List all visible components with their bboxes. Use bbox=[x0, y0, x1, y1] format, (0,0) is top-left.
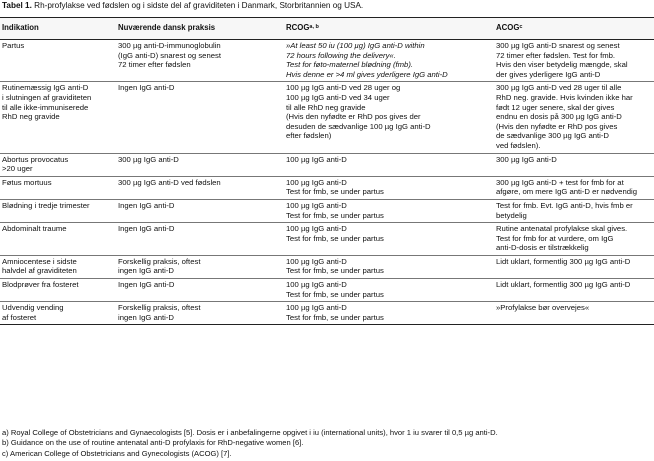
cell-rcog: 100 µg IgG anti-D Test for fmb, se under partus bbox=[284, 279, 494, 302]
cell-rcog: 100 µg IgG anti-D Test for fmb, se under partus bbox=[284, 199, 494, 222]
cell-rcog: 100 µg IgG anti-D Test for fmb, se under partus bbox=[284, 255, 494, 278]
table-caption-text: Rh-profylakse ved fødslen og i sidste del af graviditeten i Danmark, Storbritannien og USA. bbox=[31, 1, 364, 10]
cell-dansk: 300 µg IgG anti-D bbox=[116, 153, 284, 176]
cell-indikation: Udvendig vending af fosteret bbox=[0, 302, 116, 325]
header-dansk-praksis: Nuværende dansk praksis bbox=[116, 18, 284, 40]
table-header-row bbox=[0, 18, 654, 40]
table-caption-label: Tabel 1. bbox=[2, 1, 32, 10]
cell-acog: Rutine antenatal profylakse skal gives. Test for fmb for at vurdere, om IgG anti-D-dosis er tilstrækkelig bbox=[494, 223, 654, 256]
table-row bbox=[0, 153, 654, 176]
cell-indikation: Blodprøver fra fosteret bbox=[0, 279, 116, 302]
cell-acog: 300 µg IgG anti-D snarest og senest 72 timer efter fødslen. Test for fmb. Hvis den viser betydelig mængde, skal der gives yderligere IgG anti-D bbox=[494, 40, 654, 82]
cell-dansk: 300 µg anti-D-immunoglobulin (IgG anti-D) snarest og senest 72 timer efter fødslen bbox=[116, 40, 284, 82]
cell-dansk: Ingen IgG anti-D bbox=[116, 199, 284, 222]
footnote-c: c) American College of Obstetricians and Gynecologists (ACOG) [7]. bbox=[2, 448, 232, 458]
cell-acog: Lidt uklart, formentlig 300 µg IgG anti-D bbox=[494, 255, 654, 278]
cell-dansk: Ingen IgG anti-D bbox=[116, 223, 284, 256]
footnotes bbox=[2, 428, 498, 459]
footnote-a: a) Royal College of Obstetricians and Gynaecologists [5]. Dosis er i anbefalingerne opgivet i iu (international units), hvor 1 iu svarer til 0,5 µg anti-D. bbox=[2, 428, 498, 437]
cell-indikation: Rutinemæssig IgG anti-D i slutningen af graviditeten til alle ikke-immuniserede RhD neg gravide bbox=[0, 82, 116, 153]
cell-rcog: 100 µg IgG anti-D ved 28 uger og 100 µg IgG anti-D ved 34 uger til alle RhD neg gravide (Hvis den nyfødte er RhD pos gives der desuden de sædvanlige 100 µg IgG anti-D efter fødslen) bbox=[284, 82, 494, 153]
table-body bbox=[0, 40, 654, 325]
table-caption bbox=[2, 1, 363, 10]
cell-dansk: Forskellig praksis, oftest ingen IgG anti-D bbox=[116, 255, 284, 278]
cell-rcog: 100 µg IgG anti-D bbox=[284, 153, 494, 176]
table-row bbox=[0, 302, 654, 325]
cell-indikation: Partus bbox=[0, 40, 116, 82]
cell-rcog: 100 µg IgG anti-D Test for fmb, se under partus bbox=[284, 223, 494, 256]
cell-rcog: »At least 50 iu (100 µg) IgG anti-D within 72 hours following the delivery«. Test for føto-maternel blødning (fmb). Hvis denne er >4 ml gives yderligere IgG anti-D bbox=[284, 40, 494, 82]
cell-dansk: Forskellig praksis, oftest ingen IgG anti-D bbox=[116, 302, 284, 325]
table-row bbox=[0, 223, 654, 256]
cell-acog: Test for fmb. Evt. IgG anti-D, hvis fmb er betydelig bbox=[494, 199, 654, 222]
table-row bbox=[0, 199, 654, 222]
cell-dansk: Ingen IgG anti-D bbox=[116, 279, 284, 302]
cell-acog: Lidt uklart, formentlig 300 µg IgG anti-D bbox=[494, 279, 654, 302]
cell-acog: »Profylakse bør overvejes« bbox=[494, 302, 654, 325]
rh-prophylaxis-table bbox=[0, 17, 654, 325]
cell-indikation: Blødning i tredje trimester bbox=[0, 199, 116, 222]
cell-dansk: 300 µg IgG anti-D ved fødslen bbox=[116, 176, 284, 199]
table-row bbox=[0, 82, 654, 153]
cell-acog: 300 µg IgG anti-D ved 28 uger til alle RhD neg. gravide. Hvis kvinden ikke har født 12 uger senere, skal der gives endnu en dosis på 300 µg IgG anti-D (Hvis den nyfødte er RhD pos gives de sædvanlige 300 µg IgG anti-D ved fødslen). bbox=[494, 82, 654, 153]
header-rcog: RCOG$^{a, b}$ bbox=[284, 18, 494, 40]
cell-indikation: Abdominalt traume bbox=[0, 223, 116, 256]
cell-dansk: Ingen IgG anti-D bbox=[116, 82, 284, 153]
cell-indikation: Amniocentese i sidste halvdel af graviditeten bbox=[0, 255, 116, 278]
table-row bbox=[0, 176, 654, 199]
cell-rcog: 100 µg IgG anti-D Test for fmb, se under partus bbox=[284, 302, 494, 325]
table-row bbox=[0, 40, 654, 82]
table-row bbox=[0, 279, 654, 302]
cell-acog: 300 µg IgG anti-D + test for fmb for at afgøre, om mere IgG anti-D er nødvendig bbox=[494, 176, 654, 199]
table-row bbox=[0, 255, 654, 278]
header-indikation: Indikation bbox=[0, 18, 116, 40]
footnote-b: b) Guidance on the use of routine antenatal anti-D profylaxis for RhD-negative women [6]. bbox=[2, 438, 304, 448]
cell-rcog: 100 µg IgG anti-D Test for fmb, se under partus bbox=[284, 176, 494, 199]
header-acog: ACOG$^c$ bbox=[494, 18, 654, 40]
cell-indikation: Føtus mortuus bbox=[0, 176, 116, 199]
cell-acog: 300 µg IgG anti-D bbox=[494, 153, 654, 176]
cell-indikation: Abortus provocatus >20 uger bbox=[0, 153, 116, 176]
